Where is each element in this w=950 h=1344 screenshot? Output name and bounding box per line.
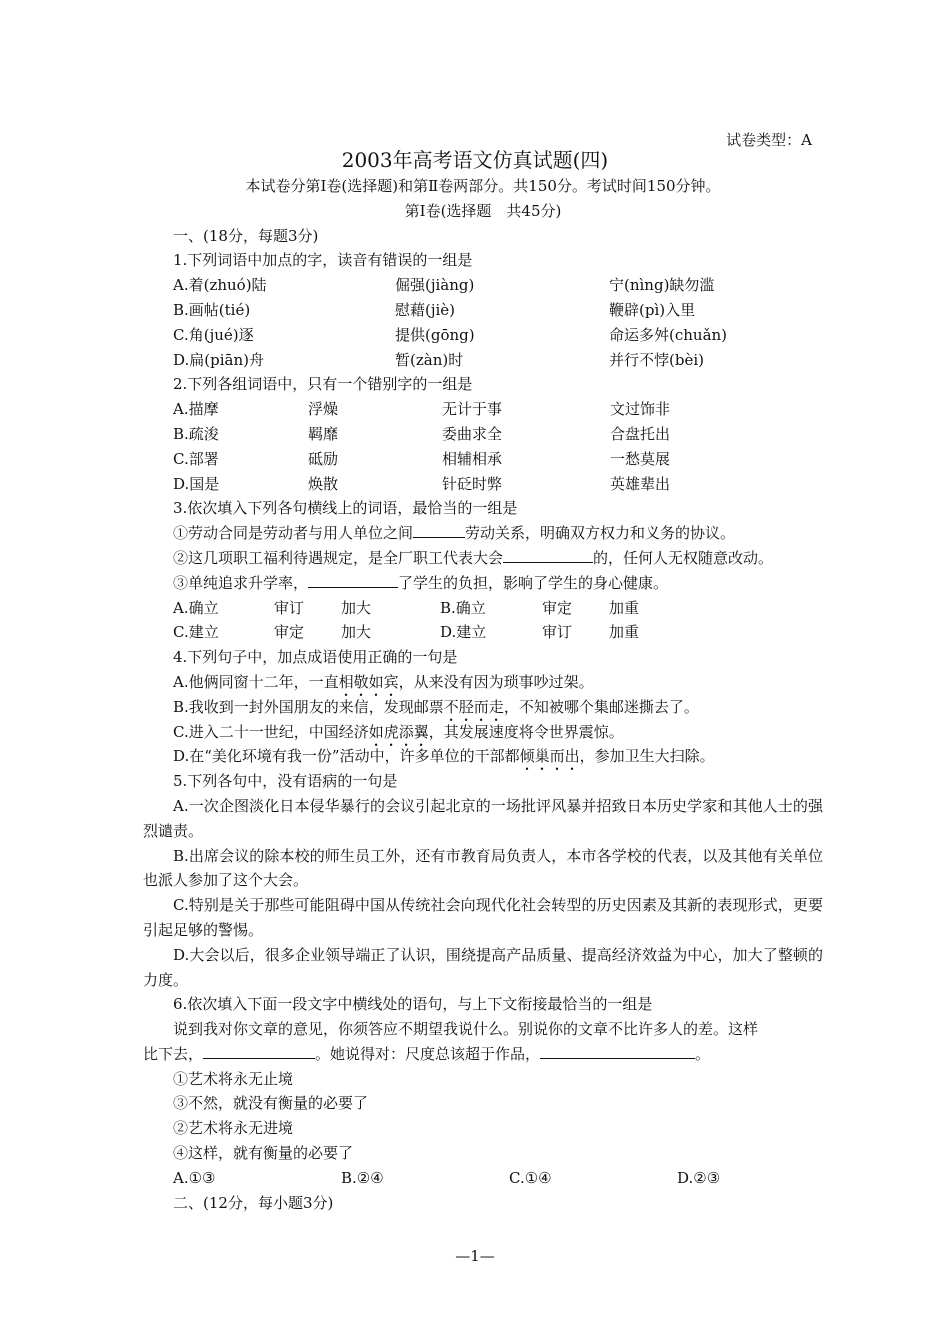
q6-answer-b: B.②④ (341, 1168, 384, 1187)
q5-option-c: C.特别是关于那些可能阻碍中国从传统社会向现代化社会转型的历史因素及其新的表现形式，更要引起足够的警惕。 (143, 896, 823, 939)
q1-option-b (143, 298, 823, 323)
q3-s3-before: ③单纯追求升学率， (173, 573, 309, 592)
q4-b-idiom: 不胫而走 (443, 697, 504, 716)
paper-type-label: 试卷类型：A (726, 131, 812, 149)
q1-option-c (143, 323, 823, 348)
q2-d-word1: D.国是 (173, 474, 220, 493)
q6-line2-start: 比下去， (143, 1044, 204, 1063)
q6-answers (143, 1166, 823, 1191)
q3-ab-word4: B.确立 (440, 598, 486, 617)
q4-option-d (143, 744, 823, 769)
q6-answer-c: C.①④ (509, 1168, 552, 1187)
q6-answer-d: D.②③ (677, 1168, 721, 1187)
q6-passage-line2 (143, 1042, 823, 1067)
q2-d-word2: 焕散 (308, 474, 339, 493)
part2-heading: 二、(12分，每小题3分) (173, 1193, 334, 1212)
q3-options-ab (143, 596, 823, 621)
q1-d-item3: 并行不悖(bèi) (609, 350, 704, 369)
q3-cd-word5: 审订 (542, 623, 573, 642)
q3-s3-after: 了学生的负担，影响了学生的身心健康。 (398, 573, 669, 592)
q3-s2-before: ②这几项职工福利待遇规定，是全厂职工代表大会 (173, 548, 504, 567)
q1-a-item2: 倔强(jiàng) (395, 276, 475, 295)
q3-s2-after: 的，任何人无权随意改动。 (593, 548, 774, 567)
q2-a-word2: 浮燥 (308, 400, 339, 419)
q4-d-after: ，参加卫生大扫除。 (579, 747, 715, 766)
q3-ab-word6: 加重 (609, 598, 640, 617)
q3-cd-word1: C.建立 (173, 623, 219, 642)
q1-b-item2: 慰藉(jiè) (395, 300, 456, 319)
q3-sentence-3 (143, 571, 823, 596)
q2-a-word4: 文过饰非 (610, 400, 671, 419)
q4-b-after: ，不知被哪个集邮迷撕去了。 (503, 697, 699, 716)
q1-c-item3: 命运多舛(chuǎn) (609, 325, 728, 344)
q2-c-word2: 砥励 (308, 449, 339, 468)
exam-title: 2003年高考语文仿真试题(四) (341, 148, 609, 172)
section-title: 第Ⅰ卷(选择题 共45分) (404, 201, 562, 220)
part1-heading: 一、(18分，每题3分) (173, 226, 319, 245)
q2-option-a (143, 397, 823, 422)
q4-d-idiom: 倾巢而出 (519, 747, 580, 766)
q2-c-word3: 相辅相承 (442, 449, 503, 468)
q1-c-item1: C.角(jué)逐 (173, 325, 254, 344)
q2-b-word1: B.疏浚 (173, 424, 219, 443)
q3-s2-blank (503, 547, 593, 563)
q1-stem: 1.下列词语中加点的字，读音有错误的一组是 (173, 251, 473, 270)
q1-c-item2: 提供(gōng) (395, 325, 475, 344)
q3-ab-word2: 审订 (274, 598, 305, 617)
q2-c-word1: C.部署 (173, 449, 219, 468)
q2-d-word3: 针砭时弊 (442, 474, 503, 493)
q3-sentence-1 (143, 521, 823, 546)
q4-c-idiom: 如虎添翼 (368, 722, 429, 741)
q4-option-a (143, 670, 823, 695)
q6-answer-a: A.①③ (173, 1168, 216, 1187)
q6-line2-end: 。 (695, 1044, 711, 1063)
q4-stem: 4.下列句子中，加点成语使用正确的一句是 (173, 648, 458, 667)
q6-passage-line1: 说到我对你文章的意见，你须答应不期望我说什么。别说你的文章不比许多人的差。这样 (173, 1020, 759, 1039)
q2-stem: 2.下列各组词语中，只有一个错别字的一组是 (173, 375, 473, 394)
q2-a-word1: A.描摩 (173, 400, 219, 419)
q6-blank-2 (540, 1043, 695, 1059)
q6-choice-3: ③不然，就没有衡量的必要了 (173, 1094, 369, 1113)
q6-stem: 6.依次填入下面一段文字中横线处的语句，与上下文衔接最恰当的一组是 (173, 995, 653, 1014)
q2-c-word4: 一愁莫展 (610, 449, 671, 468)
exam-content (143, 174, 823, 1215)
q3-options-cd (143, 620, 823, 645)
q4-a-after: ，从来没有因为琐事吵过架。 (398, 672, 594, 691)
q4-option-b (143, 695, 823, 720)
q1-b-item1: B.画帖(tié) (173, 300, 251, 319)
q3-ab-word3: 加大 (341, 598, 372, 617)
q3-sentence-2 (143, 546, 823, 571)
q4-c-after: ，其发展速度将令世界震惊。 (428, 722, 624, 741)
q4-d-before: D.在“美化环境有我一份”活动中，许多单位的干部都 (173, 747, 520, 766)
q2-b-word3: 委曲求全 (442, 424, 503, 443)
q2-b-word2: 羁靡 (308, 424, 339, 443)
q5-option-a: A.一次企图淡化日本侵华暴行的会议引起北京的一场批评风暴并招致日本历史学家和其他人士的强烈谴责。 (143, 796, 823, 840)
q3-stem: 3.依次填入下列各句横线上的词语，最恰当的一组是 (173, 499, 518, 518)
q2-option-d (143, 472, 823, 497)
q3-cd-word6: 加重 (609, 623, 640, 642)
q3-s3-blank (308, 572, 398, 588)
q1-b-item3: 鞭辟(pì)入里 (609, 300, 696, 319)
q2-b-word4: 合盘托出 (610, 424, 671, 443)
q6-choice-1: ①艺术将永无止境 (173, 1069, 294, 1088)
q3-s1-after: 劳动关系，明确双方权力和义务的协议。 (465, 524, 736, 543)
q6-line2-middle: 。她说得对：尺度总该超于作品， (315, 1044, 541, 1063)
q2-option-b (143, 422, 823, 447)
q3-cd-word4: D.建立 (440, 623, 487, 642)
q4-a-before: A.他俩同窗十二年，一直 (173, 672, 339, 691)
q4-option-c (143, 720, 823, 745)
q6-blank-1 (203, 1043, 315, 1059)
q2-d-word4: 英雄辈出 (610, 474, 671, 493)
q4-c-before: C.进入二十一世纪，中国经济 (173, 722, 369, 741)
q3-s1-before: ①劳动合同是劳动者与用人单位之间 (173, 524, 414, 543)
q4-b-before: B.我收到一封外国朋友的来信，发现邮票 (173, 697, 444, 716)
q4-a-idiom: 相敬如宾 (338, 672, 399, 691)
q3-cd-word3: 加大 (341, 623, 372, 642)
q1-d-item2: 暂(zàn)时 (395, 350, 464, 369)
q5-stem: 5.下列各句中，没有语病的一句是 (173, 772, 398, 791)
q1-d-item1: D.扁(piān)舟 (173, 350, 264, 369)
q1-a-item1: A.着(zhuó)陆 (173, 276, 267, 295)
q5-option-d: D.大会以后，很多企业领导端正了认识，围绕提高产品质量、提高经济效益为中心，加大了整顿的力度。 (143, 945, 823, 989)
q3-ab-word1: A.确立 (173, 598, 219, 617)
exam-intro: 本试卷分第Ⅰ卷(选择题)和第Ⅱ卷两部分。共150分。考试时间150分钟。 (245, 177, 721, 195)
q3-cd-word2: 审定 (274, 623, 305, 642)
q6-choice-2: ②艺术将永无进境 (173, 1119, 294, 1138)
q6-choice-4: ④这样，就有衡量的必要了 (173, 1144, 354, 1163)
q1-a-item3: 宁(nìng)缺勿滥 (609, 276, 715, 295)
q3-s1-blank (413, 522, 465, 538)
q5-option-b: B.出席会议的除本校的师生员工外，还有市教育局负责人，本市各学校的代表，以及其他有关单位也派人参加了这个大会。 (143, 846, 823, 890)
page-number: —1— (455, 1247, 495, 1265)
q1-option-d (143, 348, 823, 373)
q2-option-c (143, 447, 823, 472)
q3-ab-word5: 审定 (542, 598, 573, 617)
q1-option-a (143, 273, 823, 298)
q2-a-word3: 无计于事 (442, 400, 503, 419)
